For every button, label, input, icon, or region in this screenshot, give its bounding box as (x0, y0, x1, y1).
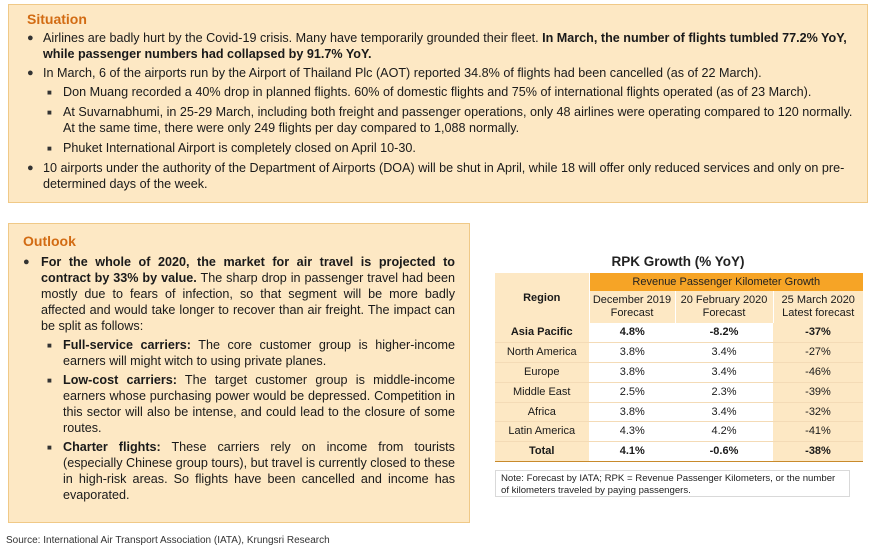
outlook-box (8, 223, 470, 523)
table-row (495, 323, 863, 343)
table-row (495, 382, 863, 402)
value-cell: 3.4% (675, 402, 773, 422)
situation-title: Situation (27, 11, 87, 27)
source-line: Source: International Air Transport Association (IATA), Krungsri Research (6, 535, 330, 546)
value-cell: -32% (773, 402, 863, 422)
region-cell: Latin America (495, 422, 589, 442)
value-cell: 4.1% (589, 442, 675, 462)
column-header (589, 291, 675, 323)
value-cell: -39% (773, 382, 863, 402)
situation-sub-bullet-1: ■ Don Muang recorded a 40% drop in planned flights. 60% of domestic flights and 75% of international flights operated (as of 23 March). (27, 84, 853, 100)
value-cell: 2.3% (675, 382, 773, 402)
column-header (773, 291, 863, 323)
outlook-item-label: Low-cost carriers: (63, 373, 177, 387)
value-cell: 2.5% (589, 382, 675, 402)
situation-bullet-1 (27, 30, 853, 62)
outlook-item-text: The target customer group is middle-income earners whose purchasing power would be depressed. Competition in this sector will also be intense, and could lead to the closure of some routes. (63, 373, 455, 435)
column-header (675, 291, 773, 323)
outlook-item-low-cost (23, 372, 455, 436)
value-cell: 4.2% (675, 422, 773, 442)
table-row (495, 402, 863, 422)
value-cell: 3.4% (675, 343, 773, 363)
column-header-line1: December 2019 (592, 294, 672, 306)
region-cell: Asia Pacific (495, 323, 589, 343)
outlook-item-text: The core customer group is higher-income earners will might witch to using private planes. (63, 338, 455, 368)
outlook-item-label: Charter flights: (63, 440, 161, 454)
situation-bullet-1-text: Airlines are badly hurt by the Covid-19 crisis. Many have temporarily grounded their fleet. (43, 31, 543, 45)
value-cell: -38% (773, 442, 863, 462)
group-header: Revenue Passenger Kilometer Growth (589, 273, 863, 291)
value-cell: 3.4% (675, 363, 773, 383)
outlook-item-full-service (23, 337, 455, 369)
column-header-line1: 20 February 2020 (680, 294, 768, 306)
outlook-item-text: These carriers rely on income from tourists (especially Chinese group tours), but travel is currently closed to these in high-risk areas. So flights have been cancelled and income has evaporated. (63, 440, 455, 502)
outlook-item-label: Full-service carriers: (63, 338, 191, 352)
value-cell: 4.3% (589, 422, 675, 442)
rpk-table-title: RPK Growth (% YoY) (611, 254, 745, 269)
region-header: Region (495, 273, 589, 323)
table-row (495, 363, 863, 383)
rpk-growth-table (495, 273, 863, 462)
value-cell: 3.8% (589, 343, 675, 363)
value-cell: -0.6% (675, 442, 773, 462)
region-cell: Total (495, 442, 589, 462)
situation-bullet-3: ● 10 airports under the authority of the Department of Airports (DOA) will be shut in April, while 18 will offer only reduced services and only on pre-determined days of the week. (27, 160, 853, 192)
table-row (495, 343, 863, 363)
situation-sub-bullet-3: ■ Phuket International Airport is completely closed on April 10-30. (27, 140, 853, 156)
situation-sub-bullet-2: ■ At Suvarnabhumi, in 25-29 March, including both freight and passenger operations, only 48 airlines were operating compared to 120 normally. At the same time, there were only 249 flights per day compared to 1,088 normally. (27, 104, 853, 136)
value-cell: -8.2% (675, 323, 773, 343)
outlook-main-text: The sharp drop in passenger travel had been mostly due to fears of infection, so that segment will be more badly affected and would take longer to recover than air freight. The impact can be split as follows: (41, 271, 455, 333)
region-cell: Middle East (495, 382, 589, 402)
situation-box (8, 4, 868, 203)
situation-bullet-2: ● In March, 6 of the airports run by the Airport of Thailand Plc (AOT) reported 34.8% of flights had been cancelled (as of 22 March). (27, 65, 853, 81)
situation-bullet-1-bold: In March, the number of flights tumbled 77.2% YoY, while passenger numbers had collapsed by 91.7% YoY. (43, 31, 847, 61)
value-cell: 4.8% (589, 323, 675, 343)
region-cell: Africa (495, 402, 589, 422)
value-cell: -41% (773, 422, 863, 442)
region-cell: Europe (495, 363, 589, 383)
table-row (495, 422, 863, 442)
table-note: Note: Forecast by IATA; RPK = Revenue Passenger Kilometers, or the number of kilometers traveled by paying passengers. (495, 470, 850, 497)
table-row-total (495, 442, 863, 462)
region-cell: North America (495, 343, 589, 363)
value-cell: 3.8% (589, 363, 675, 383)
column-header-line2: Forecast (702, 307, 746, 319)
outlook-main-bold: For the whole of 2020, the market for air travel is projected to contract by 33% by value. (41, 255, 455, 285)
column-header-line2: Forecast (610, 307, 654, 319)
value-cell: 3.8% (589, 402, 675, 422)
value-cell: -37% (773, 323, 863, 343)
outlook-main-bullet (23, 254, 455, 334)
value-cell: -46% (773, 363, 863, 383)
column-header-line2: Latest forecast (782, 307, 855, 319)
value-cell: -27% (773, 343, 863, 363)
outlook-item-charter (23, 439, 455, 503)
outlook-title: Outlook (23, 233, 76, 249)
column-header-line1: 25 March 2020 (781, 294, 855, 306)
